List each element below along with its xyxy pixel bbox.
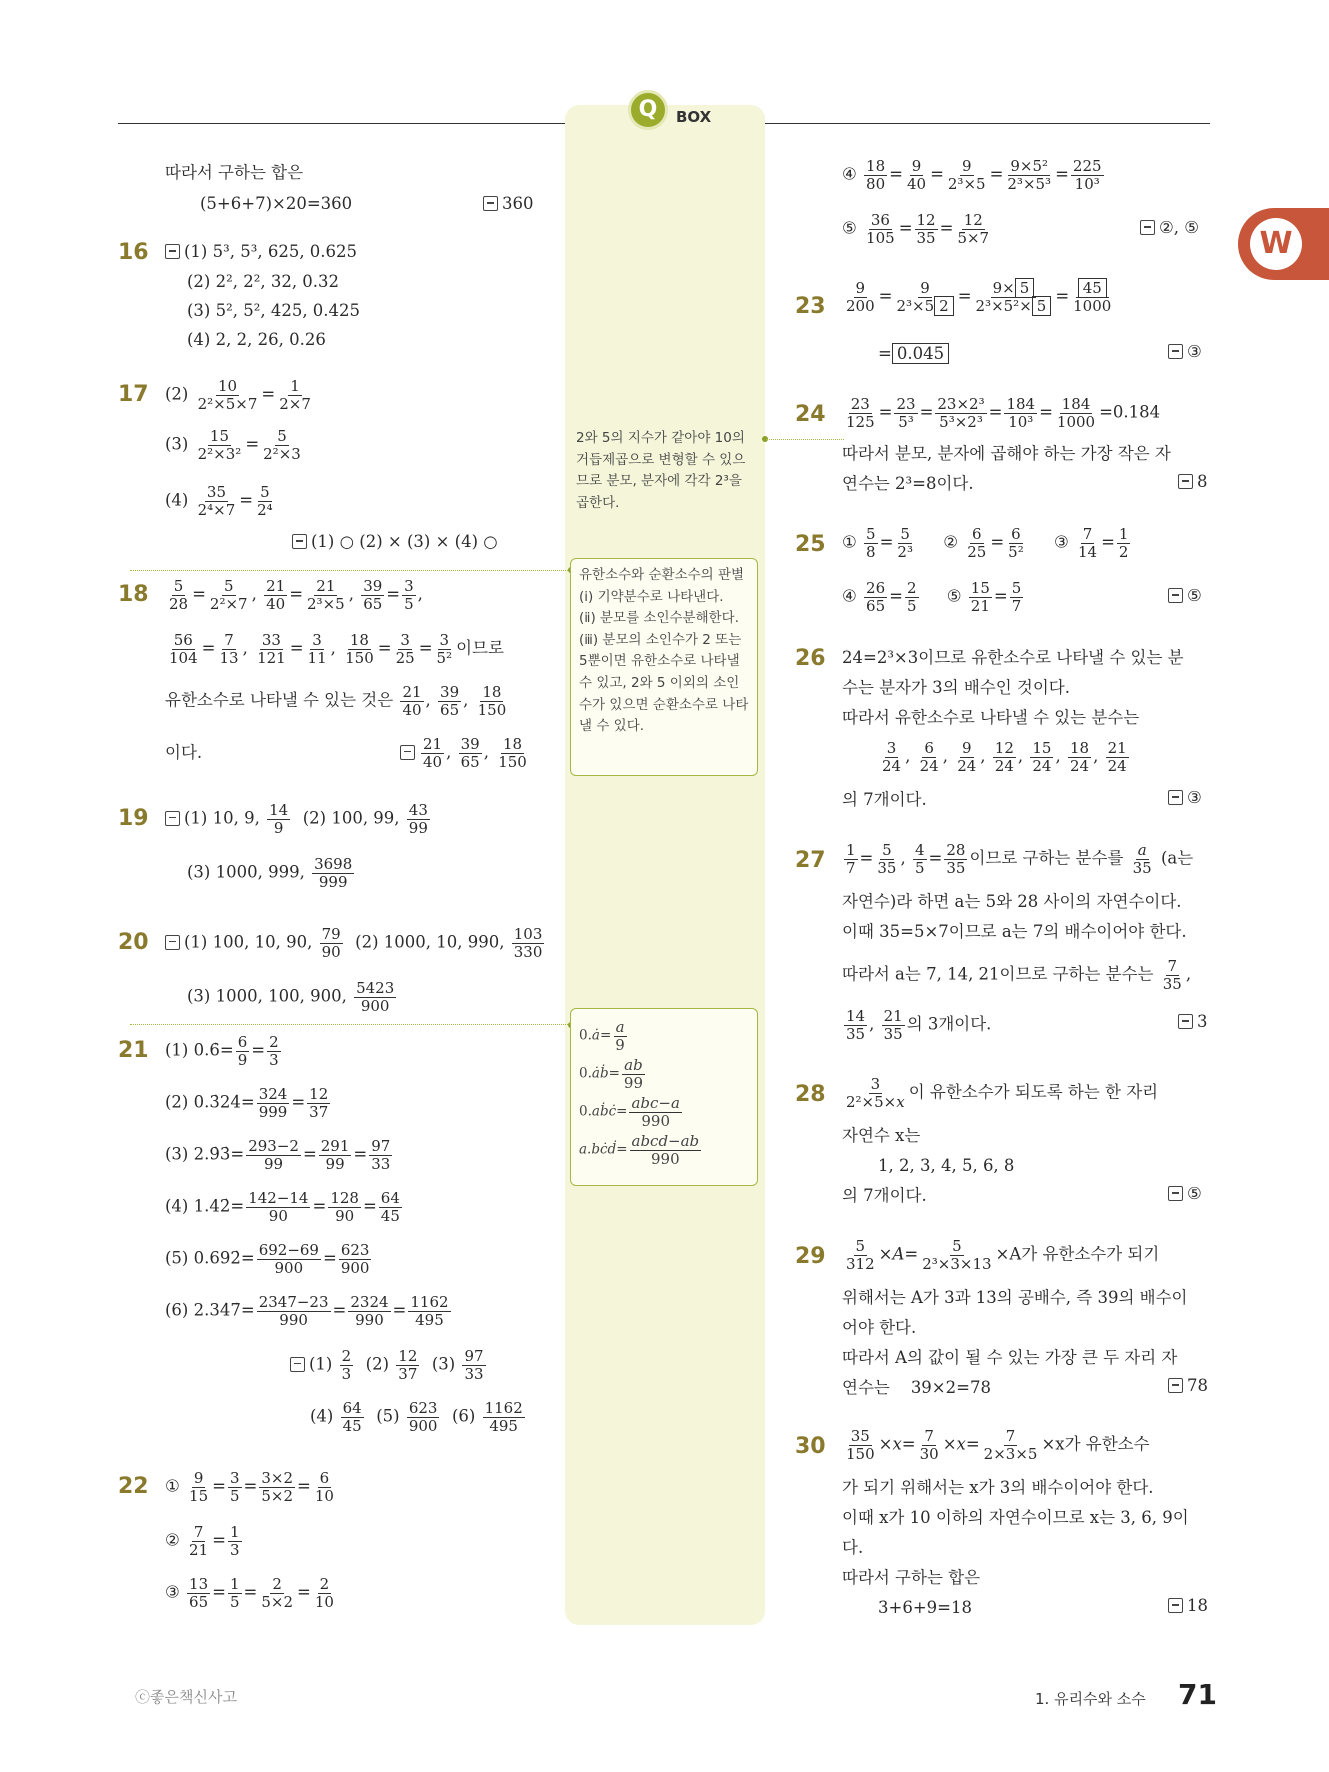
problem-21-line-5: (5) 0.692̇= $\frac{692-69}{900}$ = $\frac{623}{900}$ — [165, 1241, 370, 1277]
answer-icon — [1168, 344, 1183, 359]
p23-ans: ③ — [1187, 342, 1202, 361]
problem-28-number: 28 — [795, 1082, 826, 1107]
problem-19-line-2: (3) 1000, 999, $\frac{3698}{999}$ — [187, 855, 353, 891]
p26-ans: ③ — [1187, 788, 1202, 807]
p18-l3a: 유한소수로 나타낼 수 있는 것은 — [165, 690, 394, 710]
answer-icon — [1178, 1014, 1193, 1029]
brand-logo-icon: W — [1250, 218, 1302, 270]
answer-icon — [483, 196, 498, 211]
problem-30-line-5: 따라서 구하는 합은 — [842, 1568, 981, 1587]
note-connector-line — [766, 439, 844, 440]
problem-17-number: 17 — [118, 382, 149, 407]
page-number: 71 — [1178, 1678, 1217, 1711]
problem-22-line-1: ① $\frac{9}{15}$ = $\frac{3}{5}$ = $\frac{3\times 2}{5\times 2}$ = $\frac{6}{10}$ — [165, 1469, 334, 1505]
problem-26-line-3: 따라서 유한소수로 나타낼 수 있는 분수는 — [842, 708, 1140, 727]
problem-20-line-2: (3) 1000, 100, 900, $\frac{5423}{900}$ — [187, 979, 395, 1015]
footer-publisher: ⓒ좋은책신사고 — [135, 1688, 237, 1706]
problem-25-answer — [1168, 586, 1202, 605]
problem-26-line-1: 24=2³×3이므로 유한소수로 나타낼 수 있는 분 — [842, 648, 1184, 667]
problem-19-line-1: (1) 10, 9, $\frac{14}{9}$ (2) 100, 99, $\frac{43}{99}$ — [165, 802, 432, 836]
p27-l5: 의 3개이다. — [906, 1014, 992, 1034]
problem-30-line-4: 다. — [842, 1538, 864, 1557]
problem-27-number: 27 — [795, 848, 826, 873]
p27-l1b: 이므로 구하는 분수를 — [969, 848, 1124, 868]
note-box-decimal-test — [570, 558, 758, 776]
formula-2: 0.ȧḃ= $\frac{ab}{99}$ — [579, 1056, 643, 1092]
problem-23-line-2: = 0.045 — [878, 346, 949, 363]
problem-16-line-2: (2) 2², 2², 32, 0.32 — [187, 272, 340, 291]
answer-icon — [290, 1357, 305, 1372]
problem-30-line-1: $\frac{35}{150}$ ×x= $\frac{7}{30}$ ×x= $\frac{7}{2\times 3\times 5}$ ×x가 유한소수 — [846, 1427, 1150, 1463]
p30-l1: ×x가 유한소수 — [1041, 1434, 1150, 1454]
problem-17-line-3: (3) $\frac{15}{\text{2²×3²}}$ = $\frac{5}{\text{2²×3}}$ — [165, 427, 301, 463]
p24-ans: 8 — [1197, 472, 1208, 491]
problem-27-line-3: 이때 35=5×7이므로 a는 7의 배수이어야 한다. — [842, 922, 1187, 941]
problem-30-line-6: 3+6+9=18 — [878, 1598, 972, 1617]
p27-l4: 따라서 a는 7, 14, 21이므로 구하는 분수는 — [842, 964, 1154, 984]
problem-28-line-1: $\frac{3}{\text{2²×5×x}}$ 이 유한소수가 되도록 하는 한 자리 — [846, 1075, 1159, 1111]
problem-16-number: 16 — [118, 240, 149, 265]
problem-27-line-1: $\frac{1}{7}$ = $\frac{5}{35}$ , $\frac{4}{5}$ = $\frac{28}{35}$ 이므로 구하는 분수를 $\frac{a}{35}$ (a는 — [846, 841, 1194, 877]
answer-icon — [1168, 588, 1183, 603]
problem-22-line-5: ⑤ $\frac{36}{105}$ = $\frac{12}{35}$ = $\frac{12}{5\times 7}$ — [842, 211, 990, 247]
problem-26-line-5: 의 7개이다. — [842, 790, 927, 809]
problem-22-number: 22 — [118, 1474, 149, 1499]
problem-22-answer — [1140, 218, 1199, 237]
problem-21-answer-2: (4) $\frac{64}{45}$ (5) $\frac{623}{900}$ (6) $\frac{1162}{495}$ — [310, 1399, 523, 1435]
problem-28-line-2: 자연수 x는 — [842, 1126, 921, 1145]
problem-28-line-4: 의 7개이다. — [842, 1186, 927, 1205]
guide-line-21 — [130, 1024, 570, 1025]
p22-ans: ②, ⑤ — [1159, 218, 1200, 237]
problem-23-answer — [1168, 342, 1202, 361]
problem-27-answer — [1178, 1012, 1208, 1031]
p28-l1: 이 유한소수가 되도록 하는 한 자리 — [908, 1082, 1159, 1102]
answer-icon — [165, 244, 180, 259]
problem-17-line-4: (4) $\frac{35}{\text{2⁴×7}}$ = $\frac{5}{\text{2⁴}}$ — [165, 483, 273, 519]
problem-30-line-2: 가 되기 위해서는 x가 3의 배수이어야 한다. — [842, 1478, 1154, 1497]
problem-20-number: 20 — [118, 930, 149, 955]
footer-chapter: 1. 유리수와 소수 — [1035, 1690, 1146, 1708]
answer-icon — [400, 745, 415, 760]
p20-l2: (3) 1000, 100, 900, — [187, 986, 347, 1006]
answer-icon — [1178, 474, 1193, 489]
problem-16-line-4: (4) 2, 2, 26, 0.26 — [187, 330, 326, 349]
problem-23-line-1: $\frac{9}{200}$ = $\frac{9}{\text{2³×5 2}}$ = $\frac{9\times 5}{\text{2³×5²× 5}}$ = $\frac{45}{1000}$ — [846, 279, 1112, 315]
problem-26-line-2: 수는 분자가 3의 배수인 것이다. — [842, 678, 1070, 697]
p29-l5: 연수는 — [842, 1378, 890, 1397]
answer-icon — [165, 811, 180, 826]
problem-18-line-4: 이다. — [165, 743, 203, 762]
top-rule-right — [765, 123, 1210, 124]
formula-4: a.bċḋ= $\frac{\text{abcd−ab}}{990}$ — [579, 1132, 700, 1168]
problem-18-line-1: $\frac{5}{28}$ = $\frac{5}{\text{2²×7}}$ , $\frac{21}{40}$ = $\frac{21}{\text{2³×5}}$ , $\frac{39}{65}$ = $\frac{3}{5}$ , — [169, 577, 423, 613]
answer-icon — [1168, 1186, 1183, 1201]
problem-30-number: 30 — [795, 1434, 826, 1459]
problem-22-line-2: ② $\frac{7}{21}$ = $\frac{1}{3}$ — [165, 1523, 240, 1559]
formula-1: 0.ȧ= $\frac{a}{9}$ — [579, 1018, 625, 1054]
problem-21-number: 21 — [118, 1038, 149, 1063]
problem-24-line-2: 따라서 분모, 분자에 곱해야 하는 가장 작은 자 — [842, 444, 1171, 463]
p29-ans: 78 — [1187, 1376, 1208, 1395]
top-rule-left — [118, 123, 565, 124]
box1-step-iii: (ⅲ) 분모의 소인수가 2 또는 5뿐이면 유한소수로 나타낼 수 있고, 2와 5 이외의 소인수가 있으면 순환소수로 나타낼 수 있다. — [579, 631, 749, 735]
problem-16-line-1 — [165, 244, 357, 261]
note-exponent: 2와 5의 지수가 같아야 10의 거듭제곱으로 변형할 수 있으므로 분모, 분자에 각각 2³을 곱한다. — [576, 430, 746, 511]
p29-l5b: 39×2=78 — [910, 1378, 991, 1397]
problem-29-line-2: 위해서는 A가 3과 13의 공배수, 즉 39의 배수이 — [842, 1288, 1188, 1307]
problem-18-number: 18 — [118, 582, 149, 607]
note-box-repeating-formulas — [570, 1008, 758, 1186]
p20-l1: (1) 100, 10, 90, — [184, 932, 313, 952]
intro-answer — [483, 194, 534, 213]
p27-ans: 3 — [1197, 1012, 1208, 1031]
problem-26-number: 26 — [795, 646, 826, 671]
qbox-label: BOX — [676, 108, 712, 126]
answer-icon — [165, 935, 180, 950]
problem-22-line-4: ④ $\frac{18}{80}$ = $\frac{9}{40}$ = $\frac{9}{\text{2³×5}}$ = $\frac{\text{9×5²}}{\text{2³×5³}}$ = $\frac{225}{\text{10³}}$ — [842, 157, 1102, 193]
problem-25-line-1: ① $\frac{5}{8}$ = $\frac{5}{\text{2³}}$ ② $\frac{6}{25}$ = $\frac{6}{\text{5²}}$ ③ $\frac{7}{14}$ = $\frac{1}{2}$ — [842, 525, 1129, 561]
problem-27-line-5: $\frac{14}{35}$ , $\frac{21}{35}$ 의 3개이다. — [846, 1007, 992, 1043]
problem-27-line-4: 따라서 a는 7, 14, 21이므로 구하는 분수는 $\frac{7}{35}$ , — [842, 957, 1192, 993]
problem-25-number: 25 — [795, 532, 826, 557]
problem-29-line-1: $\frac{5}{312}$ ×A= $\frac{5}{\text{2³×3×13}}$ ×A가 유한소수가 되기 — [846, 1237, 1160, 1273]
brand-tab — [1238, 208, 1329, 280]
problem-28-line-3: 1, 2, 3, 4, 5, 6, 8 — [878, 1156, 1015, 1175]
problem-21-line-1: (1) 0.6̇= $\frac{6}{9}$ = $\frac{2}{3}$ — [165, 1033, 279, 1069]
problem-20-line-1: (1) 100, 10, 90, $\frac{79}{90}$ (2) 1000, 10, 990, $\frac{103}{330}$ — [165, 926, 546, 960]
problem-17-line-2: (2) $\frac{10}{\text{2²×5×7}}$ = $\frac{1}{2\times 7}$ — [165, 377, 311, 413]
p27-l1c: (a는 — [1160, 848, 1194, 868]
problem-21-line-6: (6) 2.34̇7̇= $\frac{2347-23}{990}$ = $\frac{2324}{990}$ = $\frac{1162}{495}$ — [165, 1293, 449, 1329]
qbox-logo-icon: Q — [628, 90, 668, 130]
problem-29-line-4: 따라서 A의 값이 될 수 있는 가장 큰 두 자리 자 — [842, 1348, 1178, 1367]
answer-icon — [292, 534, 307, 549]
problem-25-line-2: ④ $\frac{26}{65}$ = $\frac{2}{5}$ ⑤ $\frac{15}{21}$ = $\frac{5}{7}$ — [842, 579, 1022, 615]
problem-21-line-4: (4) 1.42̇= $\frac{142-14}{90}$ = $\frac{128}{90}$ = $\frac{64}{45}$ — [165, 1189, 400, 1225]
answer-icon — [1140, 220, 1155, 235]
answer-icon — [1168, 1598, 1183, 1613]
intro-line-1: 따라서 구하는 합은 — [165, 163, 304, 182]
problem-21-line-3: (3) 2.9̇3̇= $\frac{293-2}{99}$ = $\frac{291}{99}$ = $\frac{97}{33}$ — [165, 1137, 391, 1173]
p28-ans: ⑤ — [1187, 1184, 1202, 1203]
problem-18-line-3: 유한소수로 나타낼 수 있는 것은 $\frac{21}{40}$ , $\frac{39}{65}$ , $\frac{18}{150}$ — [165, 683, 507, 719]
problem-30-answer — [1168, 1596, 1208, 1615]
problem-24-line-1: $\frac{23}{125}$ = $\frac{23}{\text{5³}}$ = $\frac{\text{23×2³}}{\text{5³×2³}}$ = $\frac{184}{\text{10³}}$ = $\frac{184}{1000}$ =0.184 — [846, 395, 1161, 431]
problem-29-answer — [1168, 1376, 1208, 1395]
p30-ans: 18 — [1187, 1596, 1208, 1615]
p17-ans: (1) ○ (2) × (3) × (4) ○ — [311, 532, 498, 551]
problem-26-answer — [1168, 788, 1202, 807]
problem-27-line-2: 자연수)라 하면 a는 5와 28 사이의 자연수이다. — [842, 892, 1182, 911]
intro-answer-value: 360 — [502, 194, 534, 213]
answer-icon — [1168, 790, 1183, 805]
problem-17-answer — [292, 532, 498, 551]
problem-21-line-2: (2) 0.3̇24̇= $\frac{324}{999}$ = $\frac{12}{37}$ — [165, 1085, 329, 1121]
guide-line-18 — [130, 570, 570, 571]
problem-18-line-2: $\frac{56}{104}$ = $\frac{7}{13}$ , $\frac{33}{121}$ = $\frac{3}{11}$ , $\frac{18}{150}$ = $\frac{3}{25}$ = $\frac{3}{\text{5²}}$ 이므로 — [169, 631, 504, 667]
problem-24-line-3: 연수는 2³=8이다. — [842, 474, 974, 493]
p19-l1: (1) 10, 9, — [184, 808, 260, 828]
box1-step-i: (ⅰ) 기약분수로 나타낸다. — [579, 588, 724, 605]
problem-22-line-3: ③ $\frac{13}{65}$ = $\frac{1}{5}$ = $\frac{2}{5\times 2}$ = $\frac{2}{10}$ — [165, 1575, 334, 1611]
problem-26-line-4: $\frac{3}{24}$ , $\frac{6}{24}$ , $\frac{9}{24}$ , $\frac{12}{24}$ , $\frac{15}{24}$ , $\frac{18}{24}$ , $\frac{21}{24}$ — [882, 739, 1127, 775]
p29-l1: ×A가 유한소수가 되기 — [995, 1244, 1160, 1264]
p19-l2: (3) 1000, 999, — [187, 862, 305, 882]
p19-l1b: (2) 100, 99, — [302, 808, 400, 828]
problem-18-answer: $\frac{21}{40}$ , $\frac{39}{65}$ , $\frac{18}{150}$ — [400, 736, 531, 770]
p18-tail: 이므로 — [456, 638, 504, 658]
box1-title: 유한소수와 순환소수의 판별 — [579, 567, 745, 583]
p25-ans: ⑤ — [1187, 586, 1202, 605]
p20-l1b: (2) 1000, 10, 990, — [355, 932, 505, 952]
problem-29-line-5 — [842, 1380, 991, 1397]
problem-16-line-3: (3) 5², 5², 425, 0.425 — [187, 301, 361, 320]
box1-step-ii: (ⅱ) 분모를 소인수분해한다. — [579, 610, 739, 627]
problem-29-line-3: 어야 한다. — [842, 1318, 917, 1337]
problem-23-number: 23 — [795, 294, 826, 319]
intro-line-2: (5+6+7)×20=360 — [200, 194, 353, 213]
answer-icon — [1168, 1378, 1183, 1393]
qbox-sidebar — [565, 105, 765, 1625]
problem-24-number: 24 — [795, 402, 826, 427]
problem-30-line-3: 이때 x가 10 이하의 자연수이므로 x는 3, 6, 9이 — [842, 1508, 1189, 1527]
p23-result: 0.045 — [892, 343, 949, 364]
problem-24-answer — [1178, 472, 1208, 491]
problem-19-number: 19 — [118, 806, 149, 831]
formula-3: 0.aḃċ= $\frac{\text{abc−a}}{990}$ — [579, 1094, 680, 1130]
problem-28-answer — [1168, 1184, 1202, 1203]
problem-29-number: 29 — [795, 1244, 826, 1269]
problem-21-answer-1: (1) $\frac{2}{3}$ (2) $\frac{12}{37}$ (3) $\frac{97}{33}$ — [290, 1348, 488, 1382]
p16-l1: (1) 5³, 5³, 625, 0.625 — [184, 242, 358, 261]
